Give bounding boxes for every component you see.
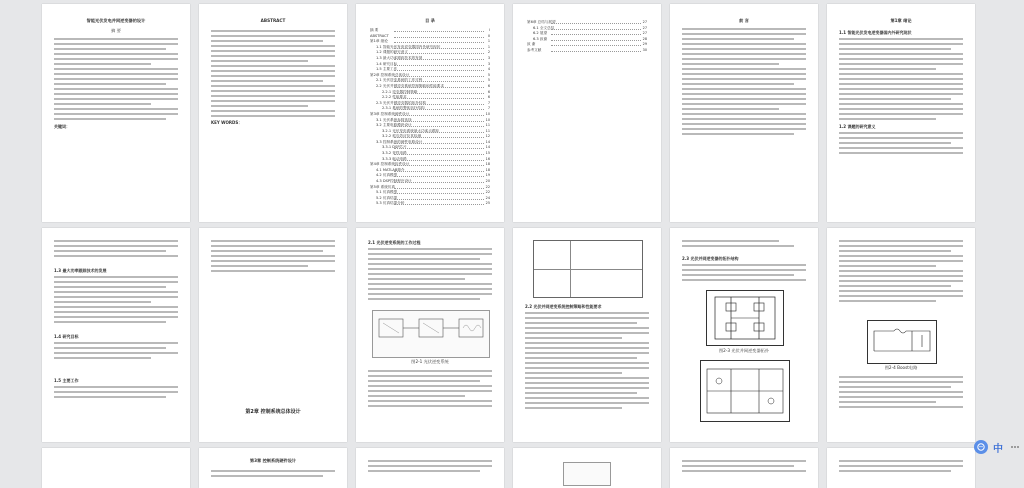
ai-assistant-icon[interactable] [974,440,988,454]
figure-caption: 图2-4 Boost电路 [884,365,918,370]
toc-entry[interactable] [527,37,647,42]
chapter-title: 第2章 控制系统总体设计 [245,409,301,415]
body-text [54,342,178,362]
thumbnail-page-7[interactable] [42,228,190,442]
toc-entry[interactable] [527,42,647,47]
toc-entry[interactable] [370,201,490,206]
toc-leader [551,23,641,24]
toc-entry[interactable] [370,73,490,78]
toc-page-number: 6 [487,95,490,100]
section-heading: 1.5 主要工作 [54,378,79,383]
toc-leader [394,109,484,110]
thumbnail-page-1[interactable] [42,4,190,222]
toc-entry[interactable] [370,78,490,83]
toc-entry-title: 3.3 控制系统的硬件电路设计 [376,139,423,144]
circuit-diagram-icon [707,291,783,345]
section-heading: 1.3 最大功率跟踪技术的发展 [54,268,107,273]
toc-leader [394,204,484,205]
toc-entry-title: 1.2 课题的研究意义 [376,50,409,55]
body-text [525,312,649,412]
toc-page-number: 27 [642,31,647,36]
body-text [839,376,963,411]
toc-entry-title: 3.3.1 DSP芯片 [382,145,407,150]
toc-entry[interactable] [370,34,490,39]
toc-entry-title: 3.2.2 孤岛效应及其检测 [382,134,422,139]
thumbnail-page-3[interactable] [356,4,504,222]
toc-leader [394,81,484,82]
toc-entry-title: 3.2 主要电路模块设计 [376,123,412,128]
toc-page-number: 11 [485,123,490,128]
toc-entry-title: 2.3 光伏并网逆变器的拓扑结构 [376,100,426,105]
body-text [682,240,806,250]
thumbnail-page-10[interactable] [513,228,661,442]
toc-entry[interactable] [370,145,490,150]
toc-entry-title: 4.2 仿真模型 [376,173,398,178]
thumbnail-page-16[interactable] [513,448,661,488]
toc-leader [394,137,484,138]
toc-page-number: 3 [487,55,490,60]
table-of-contents [527,20,647,54]
body-text [839,38,963,123]
toc-page-number: 18 [485,167,490,172]
toc-leader [394,87,484,88]
inverter-circuit-figure [706,290,784,346]
toc-entry[interactable] [527,20,647,25]
toc-page-number: I [489,28,490,32]
toc-leader [394,121,484,122]
circuit-figure [372,310,490,358]
toc-leader [394,199,484,200]
body-text [368,248,492,303]
toc-leader [394,98,484,99]
toc-page-number: II [488,33,490,38]
toc-leader [394,148,484,149]
toc-entry[interactable] [370,84,490,89]
floating-toolbar [974,440,1022,454]
toc-entry[interactable] [370,123,490,128]
toc-page-number: 29 [642,42,647,47]
toc-page-number: 6 [487,83,490,88]
toc-entry[interactable] [370,112,490,117]
body-text [839,240,963,305]
toc-page-number: 22 [485,190,490,195]
toc-entry-title: 5.3 仿真结果分析 [376,201,405,206]
toc-entry[interactable] [370,179,490,184]
toc-entry-title: 5.2 仿真结果 [376,195,398,200]
toc-leader [394,37,484,38]
toc-entry-title: 3.3.2 采样电路 [382,151,407,156]
toc-page-number: 19 [485,173,490,178]
section-heading: 2.2 光伏并网逆变系统控制策略和性能要求 [525,304,602,309]
toc-page-number: 14 [485,145,490,150]
toc-entry[interactable] [370,129,490,134]
toc-entry[interactable] [370,118,490,123]
toc-entry[interactable] [527,26,647,31]
toc-leader [394,154,484,155]
language-toggle-button[interactable]: 中 [993,443,1003,455]
toc-page-number: 18 [485,162,490,167]
toc-page-number: 27 [642,25,647,30]
toc-entry[interactable] [370,67,490,72]
toc-entry-title: 第1章 绪论 [370,39,388,44]
toc-page-number: 7 [487,106,490,111]
page-title: 智能光伏发电并网逆变器的设计 [86,18,146,23]
toc-leader [394,76,484,77]
toc-leader [394,188,484,189]
toc-page-number: 12 [485,134,490,139]
toc-entry-title: 第2章 控制系统总体设计 [370,72,410,77]
toc-entry[interactable] [370,39,490,44]
toc-entry-title: 1.3 最大功率跟踪技术的发展 [376,55,423,60]
toc-leader [394,182,484,183]
toc-page-number: 5 [487,72,490,77]
toc-entry-title: 1.1 智能光伏发电逆变器国内外研究现状 [376,44,441,49]
thumbnail-page-4[interactable] [513,4,661,222]
toc-entry[interactable] [370,190,490,195]
circuit-diagram-icon [701,361,789,421]
body-text [839,460,963,475]
toc-entry[interactable] [370,101,490,106]
data-table [533,240,643,298]
toc-leader [394,171,484,172]
toc-entry-title: 6.2 展望 [533,31,548,36]
chapter-title: 第1章 绪论 [890,18,912,23]
toc-entry[interactable] [370,173,490,178]
toc-entry[interactable] [370,134,490,139]
body-text [211,30,335,120]
thumbnail-page-15[interactable] [356,448,504,488]
toc-page-number: 25 [485,201,490,206]
page-title: ABSTRACT [260,18,286,23]
toc-entry-title: 6.1 全文总结 [533,25,555,30]
toc-page-number: 5 [487,78,490,83]
toc-title: 目 录 [425,18,435,23]
body-text [682,460,806,475]
toc-leader [551,51,641,52]
thumbnail-page-9[interactable] [356,228,504,442]
toc-leader [551,34,641,35]
toc-entry-title: 2.1 光伏逆变系统的工作过程 [376,78,423,83]
toc-page-number: 10 [485,117,490,122]
toc-entry[interactable] [370,50,490,55]
body-text [682,28,806,138]
toc-entry-title: 5.1 仿真模型 [376,190,398,195]
toc-entry-title: ABSTRACT [370,33,389,38]
toc-entry-title: 致 谢 [527,42,536,47]
toc-page-number: 22 [485,184,490,189]
thumbnail-page-17[interactable] [670,448,818,488]
toc-entry[interactable] [527,48,647,53]
body-text [54,386,178,401]
figure-caption: 图2-1 光伏逆变系统 [411,359,449,364]
toc-entry[interactable] [370,90,490,95]
toc-entry-title: 3.2.1 光伏发电系统最大功率点跟踪 [382,128,440,133]
body-text [682,264,806,284]
circuit-diagram-icon [868,321,936,363]
toc-entry-title: 第5章 系统仿真 [370,184,395,189]
toc-leader [394,65,484,66]
toc-page-number: 2 [487,50,490,55]
toc-page-number: 7 [487,100,490,105]
toc-page-number: 14 [485,139,490,144]
body-text [54,38,178,123]
toc-page-number: 11 [485,128,490,133]
toc-entry-title: 1.5 主要工作 [376,67,398,72]
toc-page-number: 6 [487,89,490,94]
chapter-title: 第3章 控制系统硬件设计 [249,458,297,463]
body-text [211,470,335,480]
toc-leader [394,53,484,54]
toc-leader [394,70,484,71]
circuit-diagram-icon [373,311,489,357]
body-text [368,370,492,410]
block-figure [563,462,611,486]
thumbnail-page-13[interactable] [42,448,190,488]
toc-leader [394,176,484,177]
section-heading: 1.1 智能光伏发电逆变器国内外研究现状 [839,30,912,35]
toc-leader [394,93,484,94]
toc-leader [394,59,484,60]
thumbnail-page-6[interactable] [827,4,975,222]
toc-entry[interactable] [370,157,490,162]
toc-entry-title: 2.2.1 逆变器控制策略 [382,89,418,94]
toc-leader [394,165,484,166]
toc-entry[interactable] [370,62,490,67]
body-text [211,240,335,275]
more-icon[interactable] [1008,440,1022,454]
thumbnail-page-5[interactable] [670,4,818,222]
toc-entry-title: 第6章 总结与展望 [527,20,556,24]
toc-entry[interactable] [370,162,490,167]
body-text [54,240,178,260]
body-text [839,132,963,157]
thumbnail-page-12[interactable] [827,228,975,442]
toc-page-number: 16 [485,156,490,161]
toc-entry-title: 2.3.1 系统的整体拓扑结构 [382,106,425,111]
toc-entry[interactable] [370,151,490,156]
body-text [54,276,178,326]
section-heading: 1.4 研究目标 [54,334,79,339]
toc-page-number: 24 [485,195,490,200]
toc-entry-title: 3.1 光伏系统参数选择 [376,117,412,122]
toc-entry-title: 参考文献 [527,47,542,52]
toc-entry-title: 4.3 DSP控制程序设计 [376,179,412,184]
toc-entry[interactable] [370,95,490,100]
figure-caption: 图2-3 光伏并网逆变器拓扑 [718,348,770,353]
toc-leader [394,132,484,133]
boost-circuit-figure [867,320,937,364]
section-heading: 1.2 课题的研究意义 [839,124,876,129]
toc-entry-title: 第4章 控制系统软件设计 [370,162,410,167]
toc-page-number: 3 [487,61,490,66]
toc-leader [394,31,484,32]
toc-leader [394,126,484,127]
section-heading: 2.3 光伏并网逆变器的拓扑结构 [682,256,739,261]
toc-leader [394,42,484,43]
page-title: 前 言 [739,18,749,23]
toc-entry[interactable] [370,185,490,190]
toc-entry[interactable] [527,31,647,36]
thumbnail-page-8[interactable] [199,228,347,442]
toc-leader [394,115,484,116]
toc-entry[interactable] [370,106,490,111]
toc-entry-title: 3.3.3 驱动电路 [382,156,407,161]
toc-entry-title: 2.2 光伏并网逆变系统控制策略和性能要求 [376,83,444,88]
toc-leader [394,160,484,161]
toc-leader [551,40,641,41]
toc-leader [394,193,484,194]
toc-entry-title: 4.1 MATLAB简介 [376,167,405,172]
thumbnail-page-2[interactable] [199,4,347,222]
toc-page-number: 1 [487,44,490,49]
toc-page-number: 10 [485,111,490,116]
toc-leader [551,45,641,46]
driver-circuit-figure [700,360,790,422]
toc-entry-title: 2.2.2 性能要求 [382,95,407,100]
toc-leader [394,48,484,49]
toc-page-number: 20 [485,179,490,184]
toc-entry-title: 6.3 致谢 [533,36,548,41]
thumbnail-page-18[interactable] [827,448,975,488]
toc-page-number: 4 [487,67,490,72]
toc-entry-title: 摘 要 [370,28,379,32]
toc-entry[interactable] [370,28,490,33]
toc-leader [551,29,641,30]
toc-page-number: 1 [487,39,490,44]
keywords-label: KEY WORDS： [211,120,243,125]
toc-entry[interactable] [370,56,490,61]
toc-page-number: 28 [642,36,647,41]
thumbnail-page-14[interactable] [199,448,347,488]
toc-page-number: 30 [642,47,647,52]
body-text [368,460,492,475]
toc-leader [394,104,484,105]
section-heading: 2.1 光伏逆变系统的工作过程 [368,240,421,245]
toc-entry-title: 第3章 控制系统硬件设计 [370,111,410,116]
toc-page-number: 27 [642,20,647,24]
keywords-label: 关键词： [54,124,70,129]
table-of-contents [370,28,490,207]
toc-leader [394,143,484,144]
toc-entry-title: 1.4 研究目标 [376,61,398,66]
toc-page-number: 15 [485,151,490,156]
thumbnail-page-11[interactable] [670,228,818,442]
page-subtitle: 摘 要 [111,28,121,33]
